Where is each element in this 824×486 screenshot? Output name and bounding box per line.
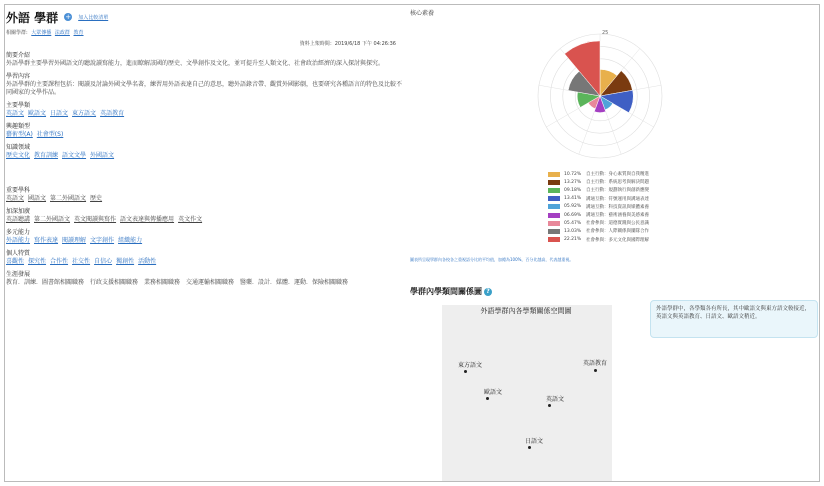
related-link-1[interactable]: 法政群 (54, 30, 70, 36)
node-dot (594, 369, 597, 372)
knowledge-link[interactable]: 語文文學 (62, 152, 87, 159)
legend-label: 自主行動：身心素質與自我精進 (586, 172, 649, 178)
core-panel (410, 8, 818, 445)
content-heading: 學習內容 (6, 73, 31, 80)
career-section (6, 271, 402, 287)
legend-item (548, 211, 649, 219)
extra-item: 第二外國語文 (34, 216, 71, 223)
legend-item (548, 203, 649, 211)
legend-item (548, 186, 649, 194)
node-dot (464, 370, 467, 373)
node-dot (486, 397, 489, 400)
legend-label: 社會參與：道德實踐與公民意識 (586, 221, 649, 227)
interest-section (6, 123, 402, 139)
ability-link[interactable]: 閱讀理解 (62, 237, 87, 244)
knowledge-heading: 知識領域 (6, 144, 31, 151)
add-compare-link[interactable]: 加入比較清單 (78, 14, 109, 21)
career-heading: 生涯發展 (6, 271, 31, 278)
legend-swatch (548, 221, 560, 226)
legend-swatch (548, 204, 560, 209)
legend-label: 自主行動：系統思考與解決問題 (586, 180, 649, 186)
legend-percent: 13.41% (564, 196, 582, 202)
legend-label: 社會參與：多元文化與國際理解 (586, 237, 649, 243)
node-label: 英語文 (546, 396, 565, 403)
core-note: 圖表所呈現學群內各校各之重視語分比的平均值，加總為100%，百分比越高，代表越重視。 (410, 257, 574, 262)
legend-swatch (548, 172, 560, 177)
legend-percent: 09.18% (564, 187, 582, 193)
node-dot (528, 446, 531, 449)
intro-text: 外語學群主要學習外國語文的聽說讀寫能力，進而瞭解該國的歷史、文學創作及文化，並可提升至人類文化、社會政治經濟的深入探討與探究。 (6, 60, 385, 67)
related-groups (6, 29, 402, 36)
trait-link[interactable]: 活動性 (138, 258, 157, 265)
legend-swatch (548, 180, 560, 185)
node-label: 日語文 (525, 438, 544, 445)
intro-heading: 簡要介紹 (6, 52, 31, 59)
legend-label: 社會參與：人際關係與團隊合作 (586, 229, 649, 235)
legend-percent: 05.92% (564, 204, 582, 210)
extra-item: 英文作文 (178, 216, 203, 223)
legend-swatch (548, 237, 560, 242)
knowledge-link[interactable]: 教育訓練 (34, 152, 59, 159)
traits-heading: 個人特質 (6, 250, 31, 257)
content-section (6, 73, 402, 97)
subjects-section (6, 187, 402, 203)
abilities-heading: 多元能力 (6, 229, 31, 236)
page-title: 外語 學群 (6, 10, 59, 25)
field-link[interactable]: 日語文 (50, 110, 69, 117)
legend-label: 自主行動：規劃執行與創新應變 (586, 188, 649, 194)
core-radar-chart (530, 26, 670, 166)
trait-link[interactable]: 喜觀性 (6, 258, 25, 265)
relation-description: 外語學群中，各學類各有所長，其中歐語文與東方語文較接近，英語文與英語教育、日語文、歐語文稍近。 (650, 300, 818, 338)
legend-swatch (548, 213, 560, 218)
trait-link[interactable]: 獨創性 (116, 258, 135, 265)
relation-heading (410, 286, 492, 297)
core-legend (548, 170, 649, 244)
extra-item: 語文表達與傳播應用 (120, 216, 175, 223)
ability-link[interactable]: 外語能力 (6, 237, 31, 244)
info-panel (6, 8, 402, 287)
relation-chart-title: 外語學群內各學類關係空間圖 (480, 307, 572, 315)
legend-item (548, 178, 649, 186)
extra-heading: 加深加廣 (6, 208, 31, 215)
radar-axis-max: 25 (602, 30, 609, 36)
subject-item: 第二外國語文 (50, 195, 87, 202)
legend-swatch (548, 196, 560, 201)
interest-heading: 興趣類型 (6, 123, 31, 130)
related-link-2[interactable]: 教育 (73, 30, 84, 36)
legend-percent: 05.47% (564, 220, 582, 226)
subject-item: 英語文 (6, 195, 25, 202)
abilities-section (6, 229, 402, 245)
ability-link[interactable]: 寫作表達 (34, 237, 59, 244)
add-compare-icon[interactable]: + (65, 13, 72, 21)
legend-label: 溝通互動：藝術涵養與美感素養 (586, 213, 649, 219)
legend-label: 溝通互動：符號運用與溝通表達 (586, 196, 649, 202)
legend-item (548, 219, 649, 227)
legend-percent: 13.27% (564, 179, 582, 185)
related-label: 相關學群: (6, 30, 28, 36)
legend-item (548, 236, 649, 244)
intro-section (6, 52, 402, 68)
knowledge-link[interactable]: 歷史文化 (6, 152, 31, 159)
interest-link[interactable]: 藝術型(A) (6, 131, 33, 138)
legend-percent: 13.03% (564, 228, 582, 234)
ability-link[interactable]: 文字創作 (90, 237, 115, 244)
legend-percent: 06.69% (564, 212, 582, 218)
extra-section (6, 208, 402, 224)
trait-link[interactable]: 合作性 (50, 258, 69, 265)
legend-percent: 22.21% (564, 237, 582, 243)
legend-swatch (548, 229, 560, 234)
legend-label: 溝通互動：科技資訊與媒體素養 (586, 204, 649, 210)
node-dot (548, 404, 551, 407)
subject-item: 歷史 (90, 195, 103, 202)
subjects-heading: 重要學科 (6, 187, 31, 194)
legend-item (548, 227, 649, 235)
field-link[interactable]: 東方語文 (72, 110, 97, 117)
ability-link[interactable]: 組織能力 (118, 237, 143, 244)
fields-section (6, 102, 402, 118)
legend-item (548, 195, 649, 203)
field-link[interactable]: 歐語文 (28, 110, 47, 117)
content-text: 外語學群的主要課程包括：閱讀及討論外國文學名著，練習用外語表達自己的意思，聽外語錄音帶、觀賞外國影劇，也要研究各種語言的特色及比較不同國家的文學作品。 (6, 81, 403, 96)
legend-percent: 10.72% (564, 171, 582, 177)
updated-time: 資料上架時間：2019/6/18 下午 04:26:36 (299, 41, 396, 47)
node-label: 英語教育 (583, 360, 608, 367)
traits-section (6, 250, 402, 266)
legend-item (548, 170, 649, 178)
knowledge-link[interactable]: 外國語文 (90, 152, 115, 159)
relation-chart (442, 305, 612, 481)
trait-link[interactable]: 探究性 (28, 258, 47, 265)
trait-link[interactable]: 社交性 (72, 258, 91, 265)
node-label: 歐語文 (484, 389, 503, 396)
trait-link[interactable]: 自信心 (94, 258, 113, 265)
fields-heading: 主要學類 (6, 102, 31, 109)
extra-item: 英文閱讀與寫作 (74, 216, 117, 223)
subject-item: 國語文 (28, 195, 47, 202)
related-link-0[interactable]: 大眾傳播 (31, 30, 52, 36)
knowledge-section (6, 144, 402, 160)
extra-item: 英語聽講 (6, 216, 31, 223)
field-link[interactable]: 英語文 (6, 110, 25, 117)
legend-swatch (548, 188, 560, 193)
node-label: 東方語文 (458, 362, 483, 369)
career-text: 教育．訓練．圖書館相關職務 行政支援相關職務 業務相關職務 交通運輸相關職務 醫藥．設計．媒體．運動．保險相關職務 (6, 279, 349, 286)
relation-heading-text: 學群內學類間關係圖 (410, 287, 482, 296)
interest-link[interactable]: 社會型(S) (36, 131, 64, 138)
help-icon[interactable]: ? (484, 288, 492, 296)
field-link[interactable]: 英語教育 (100, 110, 125, 117)
core-heading: 核心素養 (410, 10, 435, 17)
